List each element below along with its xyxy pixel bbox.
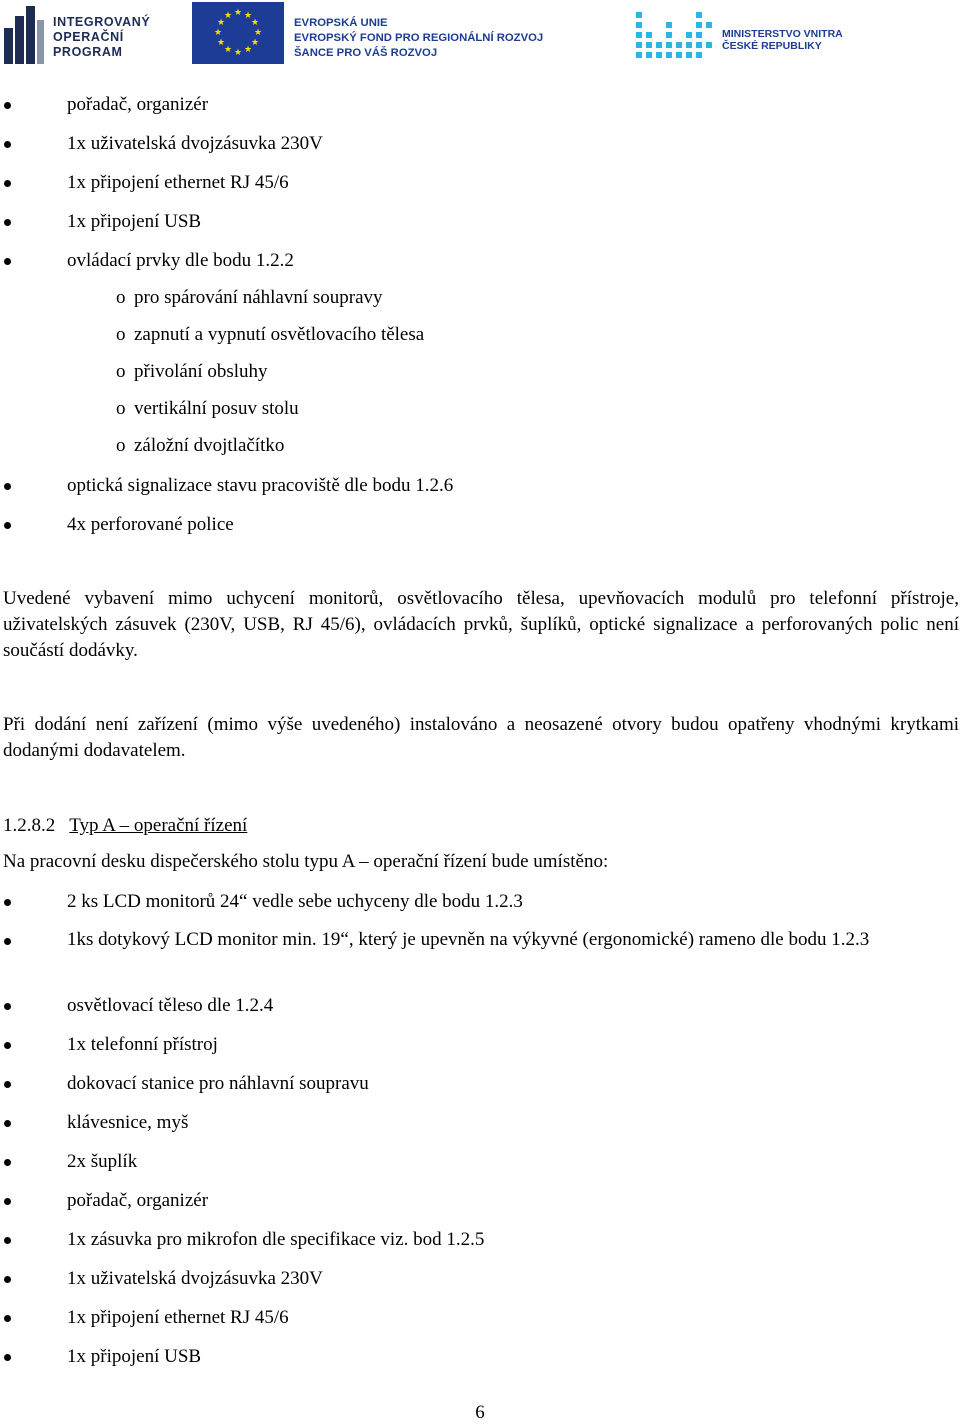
eu-line-3: ŠANCE PRO VÁŠ ROZVOJ <box>294 47 438 59</box>
eu-stars-icon <box>192 2 284 64</box>
section-title: Typ A – operační řízení <box>69 815 248 836</box>
iop-line-2: OPERAČNÍ <box>53 30 124 44</box>
bullet-icon <box>4 522 11 529</box>
eu-logo <box>192 2 572 64</box>
sub-bullet-icon: o <box>116 287 126 308</box>
sub-bullet-icon: o <box>116 398 126 419</box>
bullet-icon <box>4 899 11 906</box>
svg-text:★: ★ <box>243 45 253 55</box>
bullet-icon <box>4 1354 11 1361</box>
svg-text:★: ★ <box>223 45 233 55</box>
list-item: 1x připojení USB <box>67 211 202 232</box>
svg-text:★: ★ <box>233 48 243 58</box>
paragraph-installation: Při dodání není zařízení (mimo výše uvedeného) instalováno a neosazené otvory budou opatřeny vhodnými krytkami dodanými dodavatelem. <box>3 714 959 761</box>
bullet-icon <box>4 1276 11 1283</box>
bullet-icon <box>4 219 11 226</box>
list-item: osvětlovací těleso dle 1.2.4 <box>67 995 274 1016</box>
page-header <box>0 0 960 70</box>
ministry-line-1: MINISTERSTVO VNITRA <box>722 28 843 40</box>
list-item: 1x připojení USB <box>67 1346 202 1367</box>
iop-logo <box>0 2 175 64</box>
sub-list-item: přivolání obsluhy <box>134 361 268 382</box>
list-item: klávesnice, myš <box>67 1112 189 1133</box>
bullet-icon <box>4 1315 11 1322</box>
sub-bullet-icon: o <box>116 324 126 345</box>
list-item: 1x zásuvka pro mikrofon dle specifikace viz. bod 1.2.5 <box>67 1229 485 1250</box>
sub-list-item: vertikální posuv stolu <box>134 398 299 419</box>
svg-text:★: ★ <box>233 8 243 18</box>
iop-line-3: PROGRAM <box>53 45 123 59</box>
bullet-icon <box>4 1159 11 1166</box>
list-item: 4x perforované police <box>67 514 234 535</box>
paragraph-scope: Uvedené vybavení mimo uchycení monitorů, osvětlovacího tělesa, upevňovacích modulů pro telefonní přístroje, uživatelských zásuvek (230V, USB, RJ 45/6), ovládacích prvků, šuplíků, optické signalizace a perforovaných polic není součástí dodávky. <box>3 588 959 661</box>
sub-list-item: pro spárování náhlavní soupravy <box>134 287 383 308</box>
iop-mark-icon <box>4 6 44 64</box>
list-item: 1x uživatelská dvojzásuvka 230V <box>67 133 323 154</box>
iop-logo-text <box>53 15 150 60</box>
svg-text:★: ★ <box>223 11 233 21</box>
list-item: 2x šuplík <box>67 1151 138 1172</box>
svg-text:★: ★ <box>243 11 253 21</box>
list-item: pořadač, organizér <box>67 94 209 115</box>
eu-flag-icon <box>192 2 284 64</box>
svg-text:★: ★ <box>253 28 263 38</box>
eu-line-2: EVROPSKÝ FOND PRO REGIONÁLNÍ ROZVOJ <box>294 32 544 44</box>
bullet-icon <box>4 483 11 490</box>
svg-text:★: ★ <box>250 38 260 48</box>
bullet-icon <box>4 1081 11 1088</box>
bullet-icon <box>4 141 11 148</box>
sub-bullet-icon: o <box>116 435 126 456</box>
page-number: 6 <box>475 1402 485 1423</box>
list-item: pořadač, organizér <box>67 1190 209 1211</box>
sub-list-item: záložní dvojtlačítko <box>134 435 285 456</box>
ministry-logo-text <box>722 28 843 52</box>
bullet-icon <box>4 1120 11 1127</box>
list-item: 1x telefonní přístroj <box>67 1034 218 1055</box>
ministry-logo <box>636 6 876 66</box>
svg-text:★: ★ <box>216 38 226 48</box>
bullet-icon <box>4 1237 11 1244</box>
list-item: 1x připojení ethernet RJ 45/6 <box>67 1307 289 1328</box>
list-item: dokovací stanice pro náhlavní soupravu <box>67 1073 369 1094</box>
eu-line-1: EVROPSKÁ UNIE <box>294 17 388 29</box>
svg-text:★: ★ <box>250 18 260 28</box>
section-heading <box>3 815 247 837</box>
eu-logo-text <box>294 16 543 61</box>
list-item: optická signalizace stavu pracoviště dle bodu 1.2.6 <box>67 475 454 496</box>
bullet-icon <box>4 1003 11 1010</box>
svg-text:★: ★ <box>216 18 226 28</box>
bullet-icon <box>4 1042 11 1049</box>
list-item: 1x připojení ethernet RJ 45/6 <box>67 172 289 193</box>
section-number: 1.2.8.2 <box>3 815 56 836</box>
svg-text:★: ★ <box>213 28 223 38</box>
bullet-icon <box>4 102 11 109</box>
list-item: ovládací prvky dle bodu 1.2.2 <box>67 250 294 271</box>
bullet-icon <box>4 180 11 187</box>
iop-line-1: INTEGROVANÝ <box>53 15 151 29</box>
section-intro: Na pracovní desku dispečerského stolu typu A – operační řízení bude umístěno: <box>3 851 609 872</box>
ministry-dots-icon <box>636 6 712 64</box>
ministry-line-2: ČESKÉ REPUBLIKY <box>722 40 822 52</box>
list-item-wrapped: 1ks dotykový LCD monitor min. 19“, který je upevněn na výkyvné (ergonomické) rameno dle bodu 1.2.3 <box>67 929 870 950</box>
sub-list-item: zapnutí a vypnutí osvětlovacího tělesa <box>134 324 425 345</box>
bullet-icon <box>4 1198 11 1205</box>
bullet-icon <box>4 258 11 265</box>
list-item: 2 ks LCD monitorů 24“ vedle sebe uchyceny dle bodu 1.2.3 <box>67 891 523 912</box>
list-item: 1x uživatelská dvojzásuvka 230V <box>67 1268 323 1289</box>
sub-bullet-icon: o <box>116 361 126 382</box>
